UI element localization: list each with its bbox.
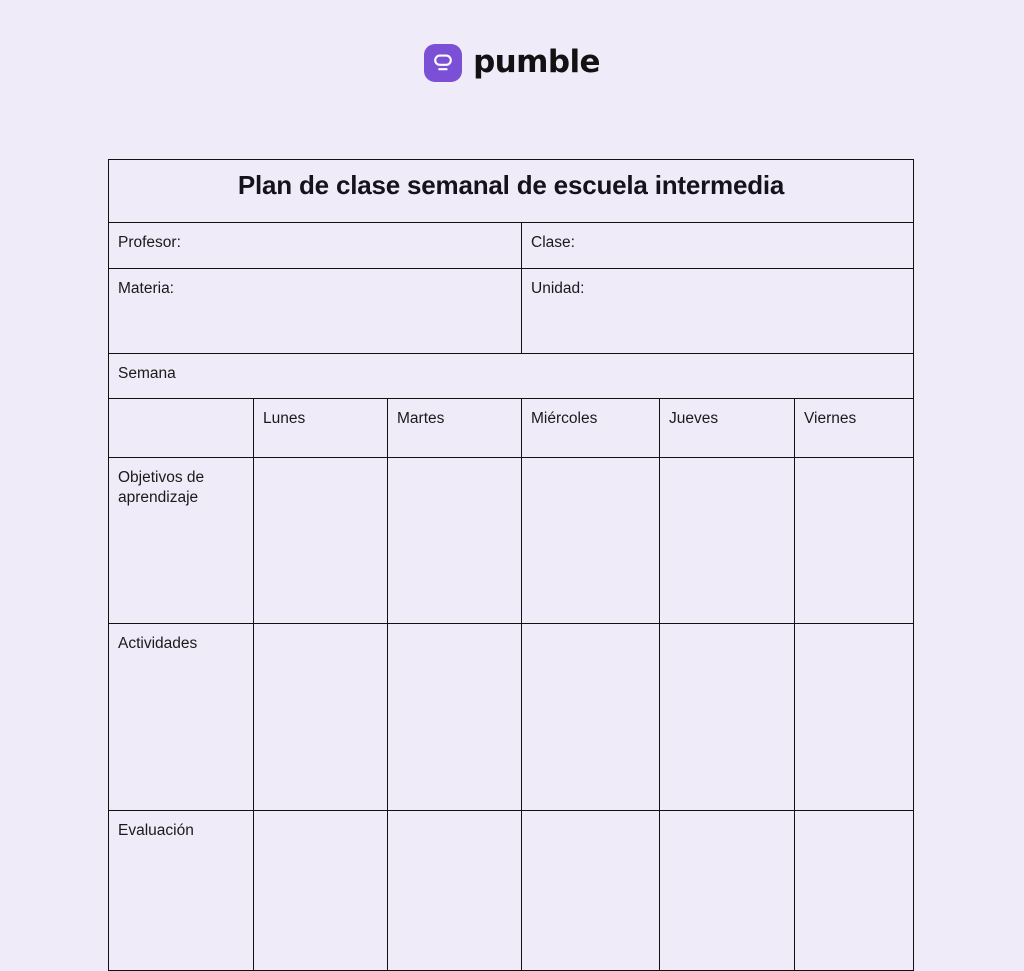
field-profesor[interactable] bbox=[109, 223, 522, 269]
table-row bbox=[109, 811, 914, 971]
cell-objetivos-lunes[interactable] bbox=[254, 458, 388, 624]
cell-evaluacion-viernes[interactable] bbox=[795, 811, 914, 971]
cell-actividades-viernes[interactable] bbox=[795, 624, 914, 811]
day-header-jueves bbox=[660, 399, 795, 458]
row-label-actividades-text: Actividades bbox=[118, 635, 198, 652]
field-profesor-label: Profesor: bbox=[118, 234, 181, 251]
cell-actividades-martes[interactable] bbox=[388, 624, 522, 811]
table-title-cell bbox=[109, 160, 914, 223]
day-header-jueves-label: Jueves bbox=[669, 410, 719, 427]
field-unidad-label: Unidad: bbox=[531, 280, 585, 297]
table-row bbox=[109, 458, 914, 624]
cell-actividades-lunes[interactable] bbox=[254, 624, 388, 811]
row-label-evaluacion bbox=[109, 811, 254, 971]
day-header-martes bbox=[388, 399, 522, 458]
day-header-corner-cell bbox=[109, 399, 254, 458]
cell-objetivos-jueves[interactable] bbox=[660, 458, 795, 624]
cell-actividades-miercoles[interactable] bbox=[522, 624, 660, 811]
cell-objetivos-viernes[interactable] bbox=[795, 458, 914, 624]
cell-evaluacion-miercoles[interactable] bbox=[522, 811, 660, 971]
row-label-actividades bbox=[109, 624, 254, 811]
info-row-subject-unit bbox=[109, 269, 914, 354]
brand-header bbox=[0, 0, 1024, 126]
row-label-evaluacion-text: Evaluación bbox=[118, 822, 194, 839]
cell-objetivos-miercoles[interactable] bbox=[522, 458, 660, 624]
cell-evaluacion-jueves[interactable] bbox=[660, 811, 795, 971]
cell-evaluacion-lunes[interactable] bbox=[254, 811, 388, 971]
cell-actividades-jueves[interactable] bbox=[660, 624, 795, 811]
row-label-objetivos-text: Objetivos de aprendizaje bbox=[118, 469, 205, 507]
cell-objetivos-martes[interactable] bbox=[388, 458, 522, 624]
field-materia-label: Materia: bbox=[118, 280, 174, 297]
week-row bbox=[109, 354, 914, 399]
day-header-viernes-label: Viernes bbox=[804, 410, 857, 427]
day-header-miercoles-label: Miércoles bbox=[531, 410, 598, 427]
day-header-row bbox=[109, 399, 914, 458]
field-clase-label: Clase: bbox=[531, 234, 575, 251]
table-row bbox=[109, 624, 914, 811]
info-row-teacher-class bbox=[109, 223, 914, 269]
field-unidad[interactable] bbox=[522, 269, 914, 354]
lesson-plan-sheet bbox=[108, 159, 914, 971]
field-materia[interactable] bbox=[109, 269, 522, 354]
field-clase[interactable] bbox=[522, 223, 914, 269]
cell-evaluacion-martes[interactable] bbox=[388, 811, 522, 971]
pumble-wordmark: pumble bbox=[473, 43, 600, 80]
row-label-objetivos bbox=[109, 458, 254, 624]
day-header-miercoles bbox=[522, 399, 660, 458]
weekly-lesson-plan-table bbox=[108, 159, 914, 971]
day-header-viernes bbox=[795, 399, 914, 458]
day-header-lunes bbox=[254, 399, 388, 458]
field-semana-label: Semana bbox=[118, 365, 176, 382]
table-title-row bbox=[109, 160, 914, 223]
pumble-speech-bubble-icon bbox=[424, 44, 462, 82]
day-header-lunes-label: Lunes bbox=[263, 410, 306, 427]
day-header-martes-label: Martes bbox=[397, 410, 445, 427]
field-semana[interactable] bbox=[109, 354, 914, 399]
page-title: Plan de clase semanal de escuela intermedia bbox=[237, 170, 785, 200]
